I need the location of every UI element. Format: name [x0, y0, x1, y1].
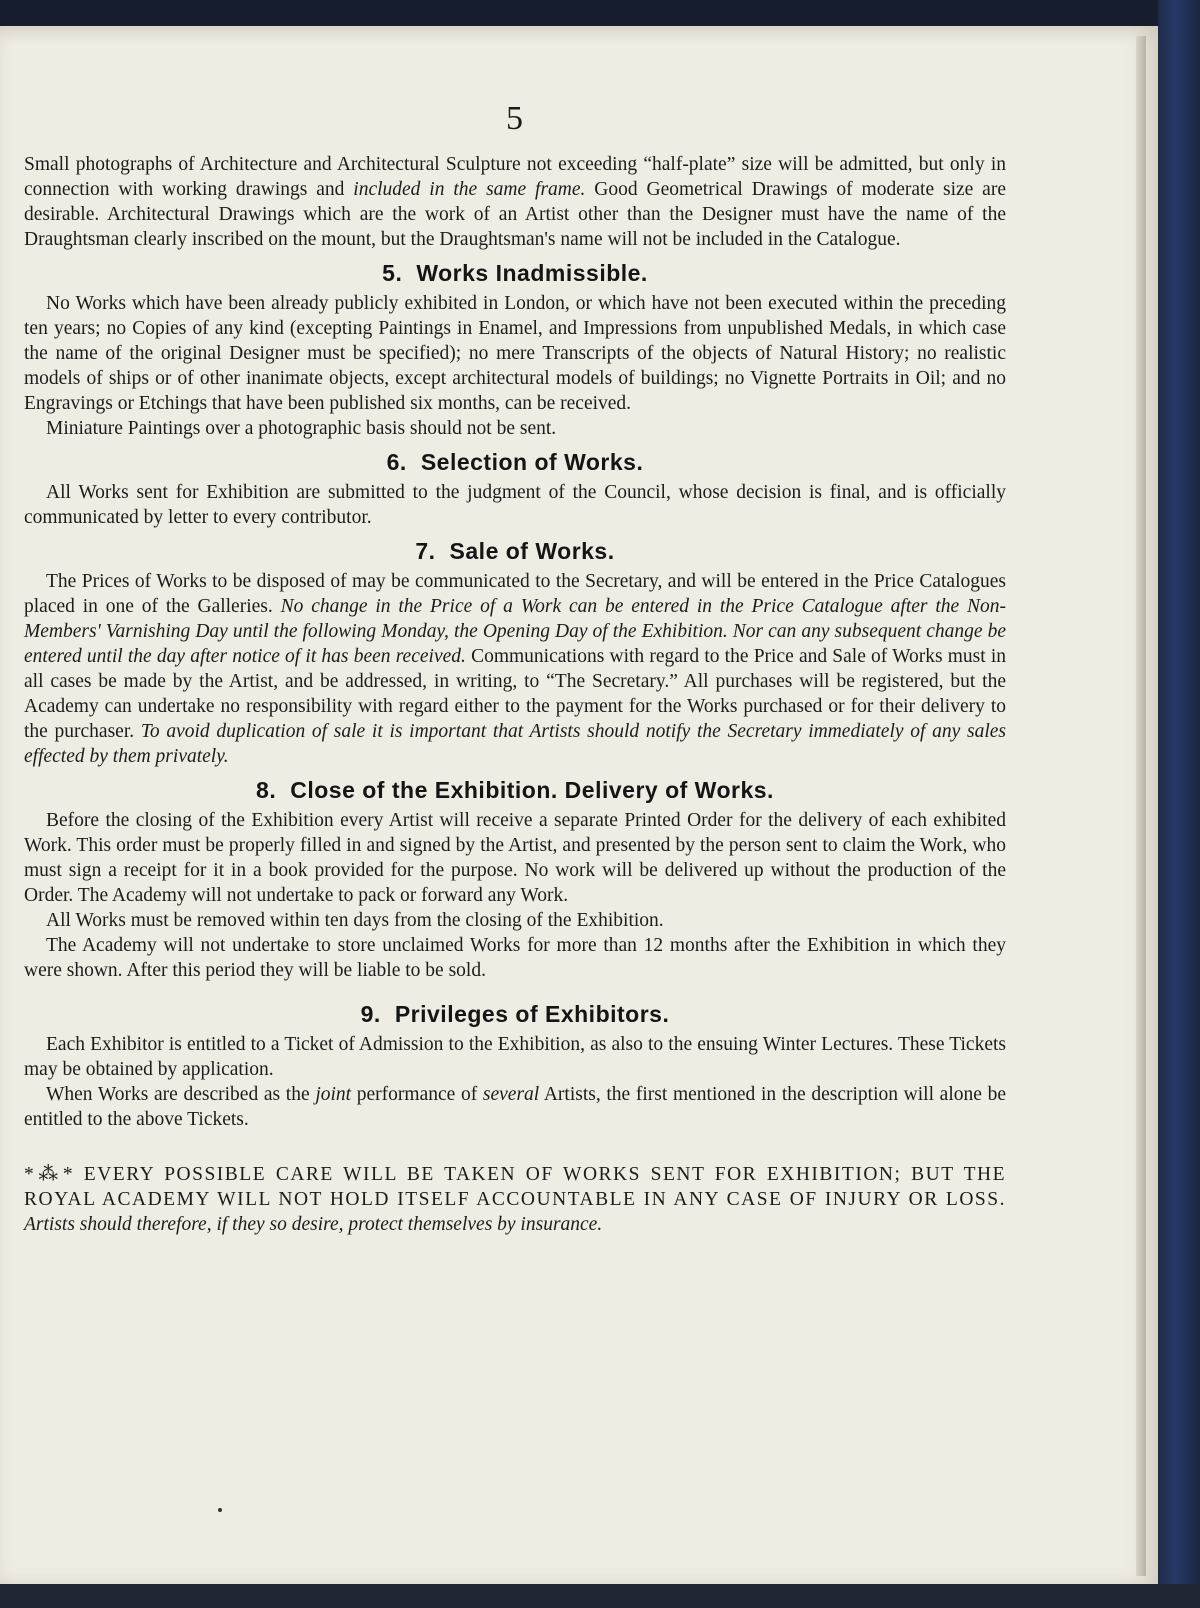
section-5-paragraph-2: Miniature Paintings over a photographic basis should not be sent. — [46, 418, 557, 439]
intro-italic: included in the same frame. — [353, 179, 586, 200]
section-9-text-b: performance of — [351, 1084, 483, 1105]
section-6-heading — [24, 449, 1006, 476]
section-8-heading — [24, 777, 1006, 804]
section-8-paragraph-2: All Works must be removed within ten days from the closing of the Exhibition. — [46, 910, 664, 931]
section-8-paragraph-1: Before the closing of the Exhibition every Artist will receive a separate Printed Order for the delivery of each exhibited Work. This order must be properly filled in and signed by the Artist, and presented by the person sent to claim the Work, who must sign a receipt for it in a book provided for the purpose. No work will be delivered up without the production of the Order. The Academy will not undertake to pack or forward any Work. — [24, 810, 1006, 906]
section-7-text-c: Communications with regard to the Price and Sale of Works must in all cases be made by the Artist, and be addressed, in writing, to “The Secretary.” All purchases will be registered, but the Academy can undertake no responsibility with regard either to the payment for the Works purchased or for their delivery to the purchaser. — [24, 646, 1007, 742]
section-7-number: 7. — [415, 538, 436, 564]
page-number: 5 — [506, 100, 524, 137]
section-9-joint: joint — [315, 1084, 352, 1105]
section-8-number: 8. — [256, 777, 277, 803]
intro-rest: Good Geometrical Drawings of moderate size are desirable. Architectural Drawings which are the work of an Artist other than the Designer must have the name of the Draughtsman clearly inscribed on the mount, but the Draughtsman's name will not be included in the Catalogue. — [24, 179, 1006, 250]
notice-caps: *⁂* EVERY POSSIBLE CARE WILL BE TAKEN OF WORKS SENT FOR EXHIBITION; BUT THE ROYAL ACADEMY WILL NOT HOLD ITSELF ACCOUNTABLE IN ANY CASE OF INJURY OR LOSS. — [24, 1164, 1006, 1210]
section-7-heading — [24, 538, 1006, 565]
section-9-number: 9. — [360, 1001, 381, 1027]
section-7-italic-d: To avoid duplication of sale it is important that Artists should notify the Secretary immediately of any sales effected by them privately. — [24, 721, 1006, 767]
section-5-number: 5. — [382, 260, 403, 286]
section-5-title: Works Inadmissible. — [416, 260, 648, 286]
section-7-title: Sale of Works. — [449, 538, 615, 564]
section-6-number: 6. — [386, 449, 407, 475]
section-5-heading — [24, 260, 1006, 287]
bottom-shadow — [0, 1584, 1200, 1608]
section-7-paragraph-1 — [24, 569, 1006, 769]
ink-speck — [218, 1508, 222, 1512]
section-9-paragraph-1: Each Exhibitor is entitled to a Ticket of Admission to the Exhibition, as also to the ensuing Winter Lectures. These Tickets may be obtained by application. — [24, 1034, 1006, 1080]
page-content — [24, 100, 1006, 1237]
page-edge — [1136, 36, 1146, 1576]
notice-italic: Artists should therefore, if they so desire, protect themselves by insurance. — [24, 1214, 603, 1235]
insurance-notice — [24, 1162, 1006, 1237]
section-6-paragraph-1: All Works sent for Exhibition are submitted to the judgment of the Council, whose decision is final, and is officially communicated by letter to every contributor. — [24, 482, 1006, 528]
section-8-title: Close of the Exhibition. Delivery of Works. — [290, 777, 774, 803]
section-8-paragraph-3: The Academy will not undertake to store unclaimed Works for more than 12 months after the Exhibition in which they were shown. After this period they will be liable to be sold. — [24, 935, 1006, 981]
section-9-title: Privileges of Exhibitors. — [394, 1001, 670, 1027]
section-9-paragraph-2 — [24, 1082, 1006, 1132]
section-9-text-a: When Works are described as the — [46, 1084, 310, 1105]
section-6-title: Selection of Works. — [420, 449, 644, 475]
section-9-several: several — [482, 1084, 540, 1105]
section-7-italic-b: No change in the Price of a Work can be entered in the Price Catalogue after the Non-Members' Varnishing Day until the following Monday, the Opening Day of the Exhibition. Nor can any subsequent change be entered until the day after notice of it has been received. — [24, 596, 1006, 667]
intro-text: Small photographs of Architecture and Architectural Sculpture not exceeding “half-plate” size will be admitted, but only in connection with working drawings and — [24, 154, 1006, 200]
section-9-heading — [24, 1001, 1006, 1028]
section-9-text-c: Artists, the first mentioned in the description will alone be entitled to the above Tickets. — [24, 1084, 1007, 1130]
section-5-paragraph-1: No Works which have been already publicly exhibited in London, or which have not been executed within the preceding ten years; no Copies of any kind (excepting Paintings in Enamel, and Impressions from unpublished Medals, in which case the name of the original Designer must be specified); no mere Transcripts of the objects of Natural History; no realistic models of ships or of other inanimate objects, except architectural models of buildings; no Vignette Portraits in Oil; and no Engravings or Etchings that have been published six months, can be received. — [24, 293, 1006, 414]
book-cover-edge — [1158, 0, 1200, 1608]
section-7-text-a: The Prices of Works to be disposed of may be communicated to the Secretary, and will be entered in the Price Catalogues placed in one of the Galleries. — [24, 571, 1006, 617]
intro-paragraph — [24, 152, 1006, 252]
